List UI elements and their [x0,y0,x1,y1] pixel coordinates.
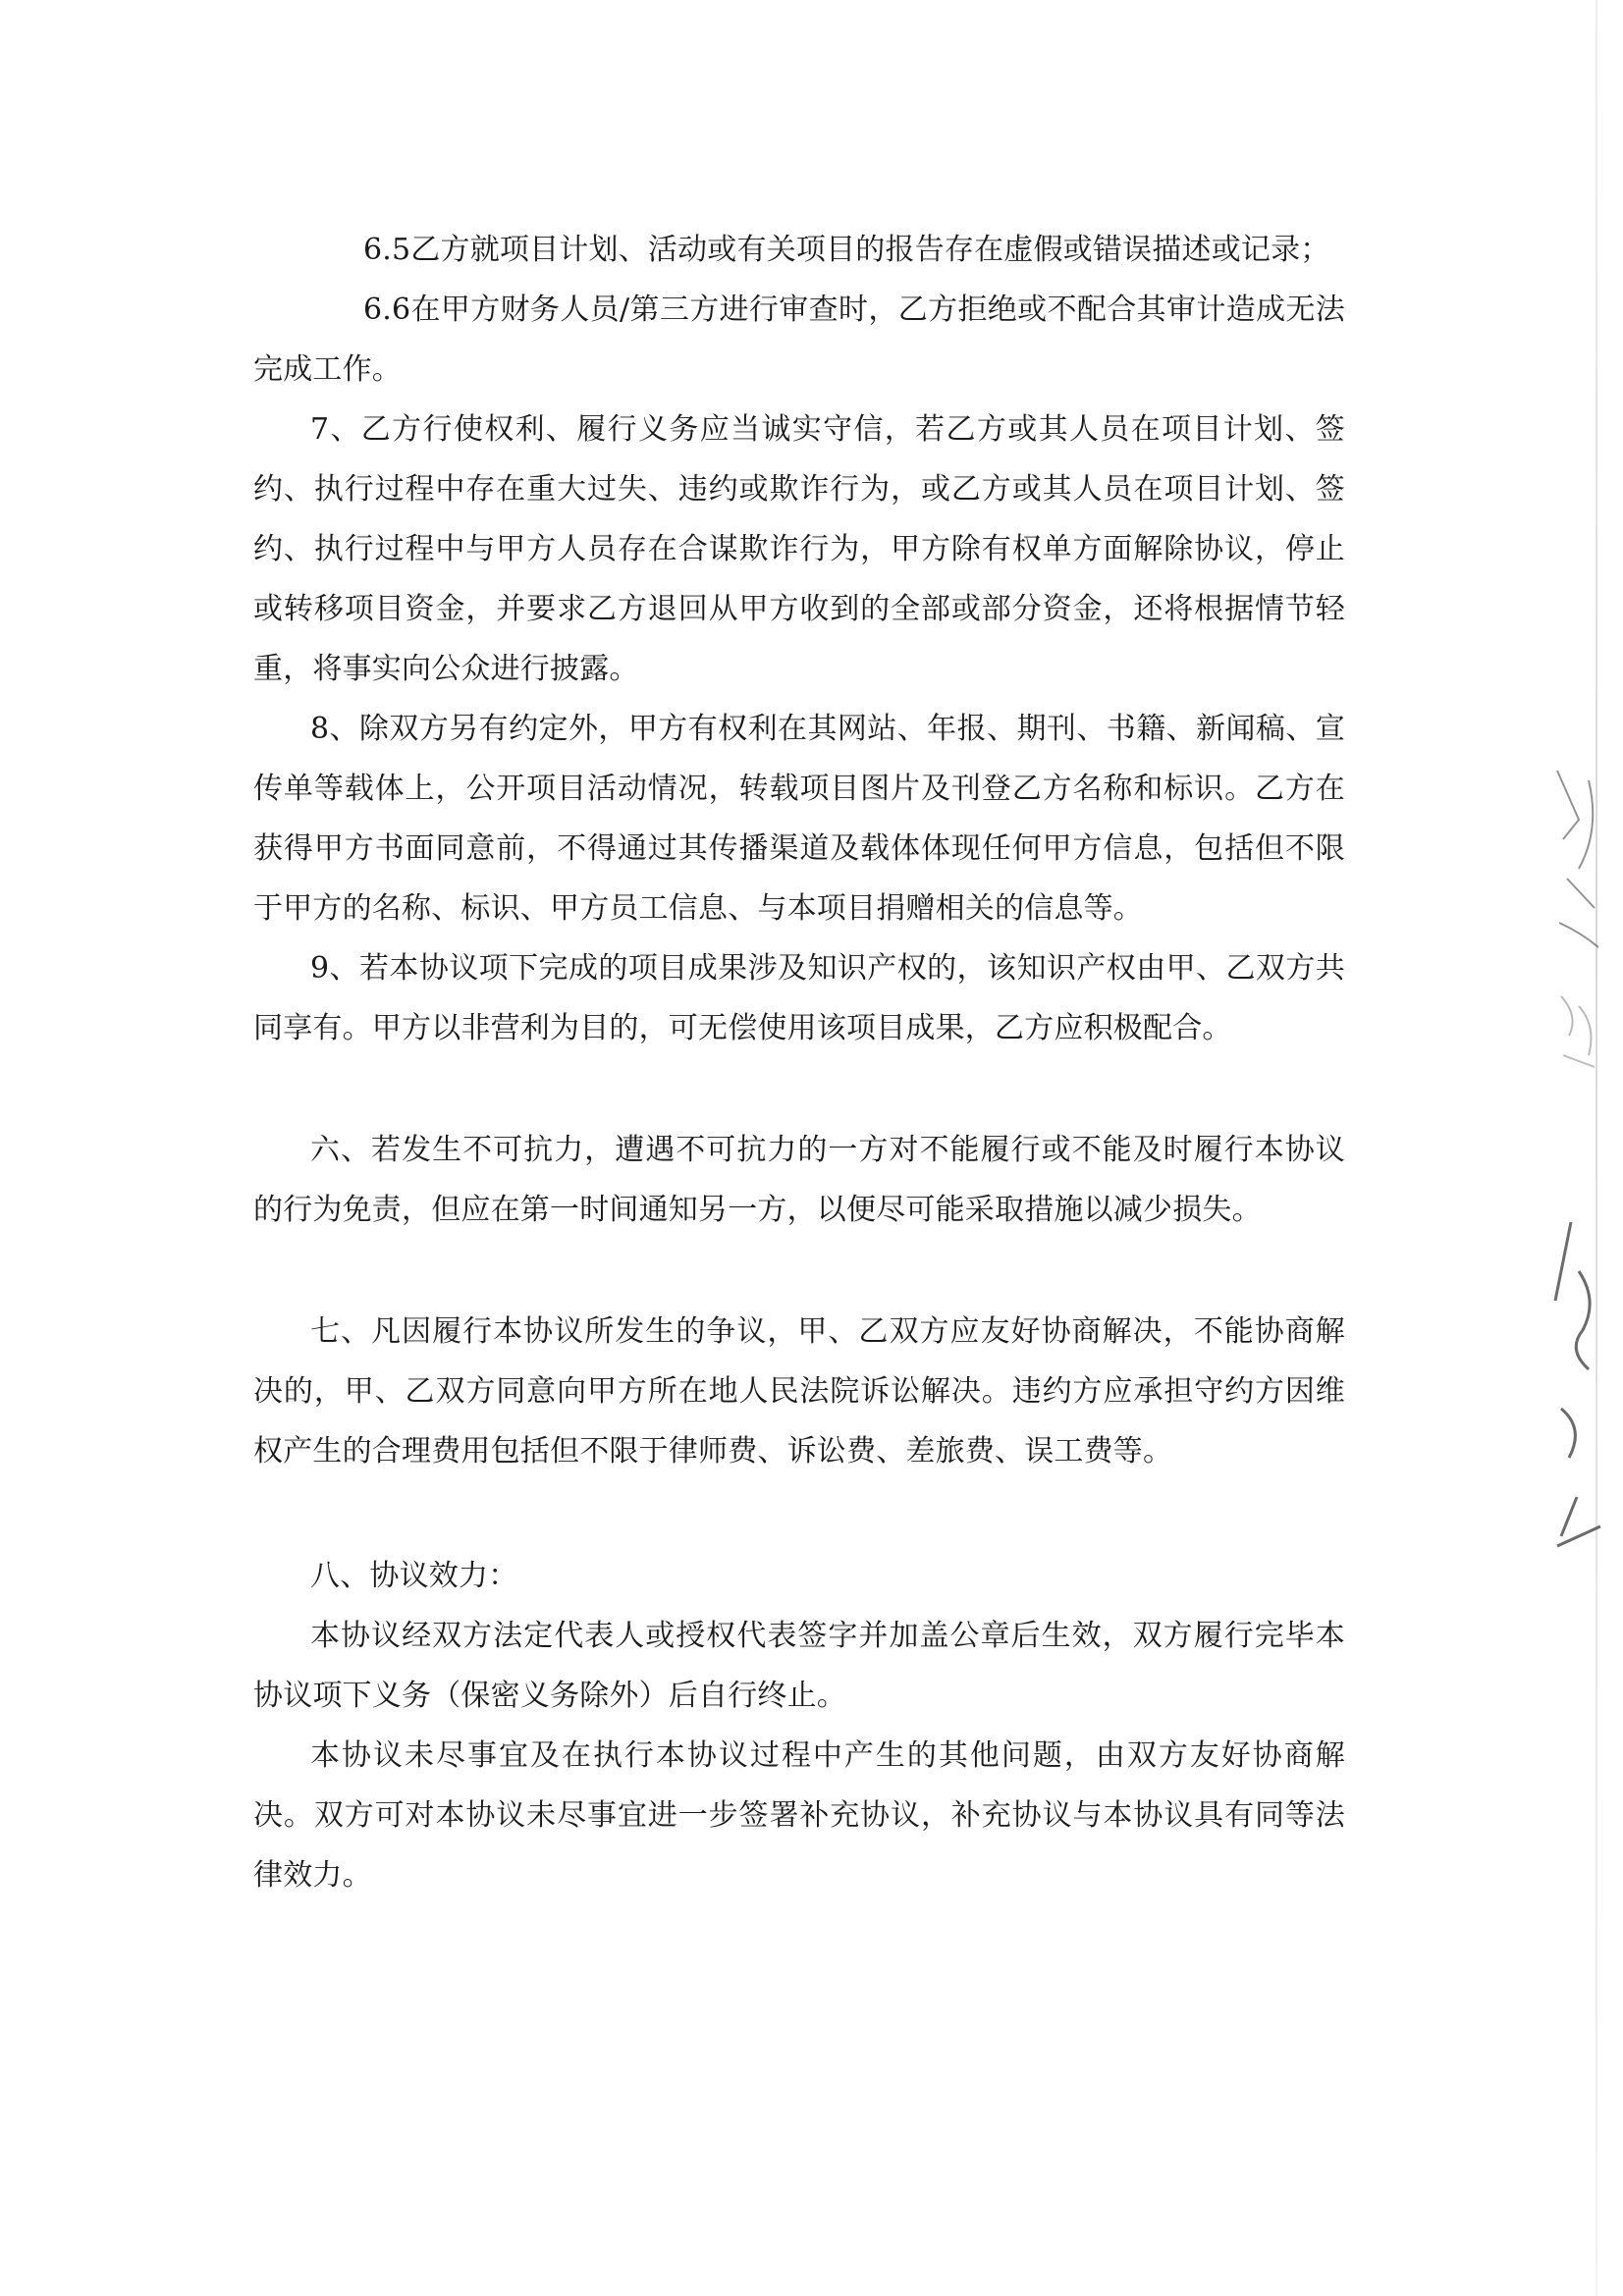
clause-6-6: 6.6在甲方财务人员/第三方进行审查时，乙方拒绝或不配合其审计造成无法完成工作。 [253,293,1345,387]
section-6-force-majeure: 六、若发生不可抗力，遭遇不可抗力的一方对不能履行或不能及时履行本协议的行为免责，但应在第一时间通知另一方，以便尽可能采取措施以减少损失。 [253,1133,1345,1227]
clause-8: 8、除双方另有约定外，甲方有权利在其网站、年报、期刊、书籍、新闻稿、宣传单等载体上，公开项目活动情况，转载项目图片及刊登乙方名称和标识。乙方在获得甲方书面同意前，不得通过其传播渠道及载体体现任何甲方信息，包括但不限于甲方的名称、标识、甲方员工信息、与本项目捐赠相关的信息等。 [253,712,1345,926]
section-8-effect-paragraph: 本协议经双方法定代表人或授权代表签字并加盖公章后生效，双方履行完毕本协议项下义务（保密义务除外）后自行终止。 [253,1619,1345,1713]
section-7-disputes: 七、凡因履行本协议所发生的争议，甲、乙双方应友好协商解决，不能协商解决的，甲、乙双方同意向甲方所在地人民法院诉讼解决。违约方应承担守约方因维权产生的合理费用包括但不限于律师费、诉讼费、差旅费、误工费等。 [253,1314,1345,1468]
clause-6-5: 6.5乙方就项目计划、活动或有关项目的报告存在虚假或错误描述或记录； [363,233,1330,267]
section-8-other-matters-paragraph: 本协议未尽事宜及在执行本协议过程中产生的其他问题，由双方友好协商解决。双方可对本协议未尽事宜进一步签署补充协议，补充协议与本协议具有同等法律效力。 [253,1738,1345,1893]
seal-fragment-middle [1549,987,1608,1075]
seal-fragment-bottom [1549,1212,1608,1556]
clause-9: 9、若本协议项下完成的项目成果涉及知识产权的，该知识产权由甲、乙双方共同享有。甲方以非营利为目的，可无偿使用该项目成果，乙方应积极配合。 [253,951,1345,1045]
clause-7: 7、乙方行使权利、履行义务应当诚实守信，若乙方或其人员在项目计划、签约、执行过程中存在重大过失、违约或欺诈行为，或乙方或其人员在项目计划、签约、执行过程中与甲方人员存在合谋欺诈行为，甲方除有权单方面解除协议，停止或转移项目资金，并要求乙方退回从甲方收到的全部或部分资金，还将根据情节轻重，将事实向公众进行披露。 [253,412,1345,686]
seal-fragment-top [1549,761,1608,957]
section-8-heading: 八、协议效力： [310,1559,518,1593]
page-edge-divider [1596,0,1597,2296]
document-body [253,220,1345,1905]
